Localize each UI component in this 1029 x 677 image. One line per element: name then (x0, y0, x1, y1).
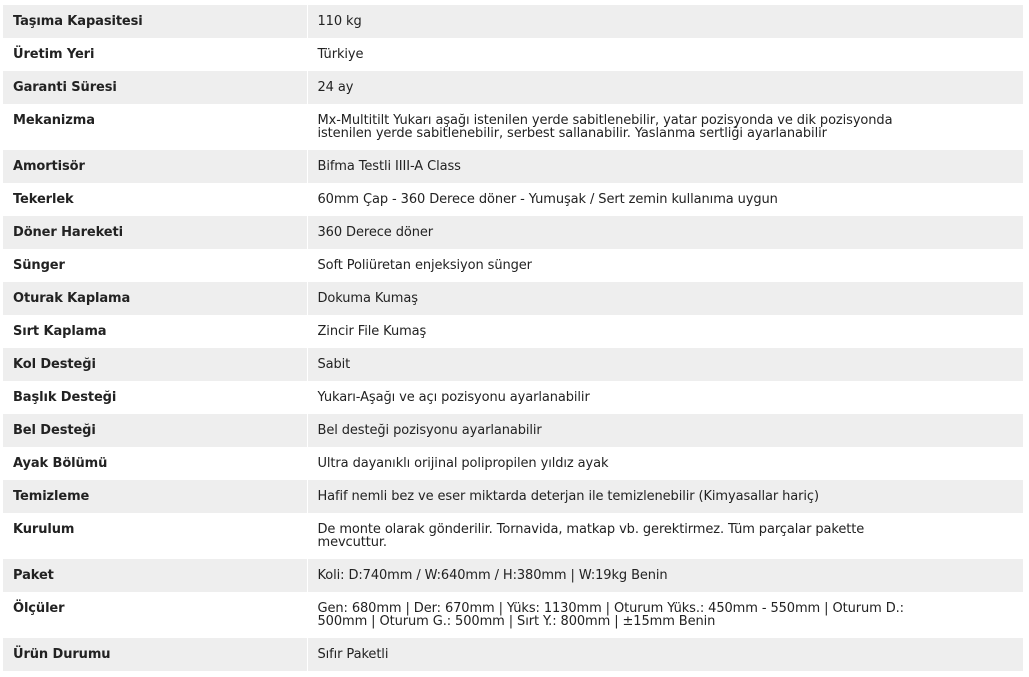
spec-row (3, 104, 1023, 150)
spec-row (3, 348, 1023, 381)
spec-value: Hafif nemli bez ve eser miktarda deterjan ile temizlenebilir (Kimyasallar hariç) (307, 480, 1023, 513)
spec-label: Garanti Süresi (3, 71, 307, 104)
spec-row (3, 559, 1023, 592)
spec-row (3, 480, 1023, 513)
spec-value: 60mm Çap - 360 Derece döner - Yumuşak / Sert zemin kullanıma uygun (307, 183, 1023, 216)
spec-row (3, 381, 1023, 414)
spec-value: 24 ay (307, 71, 1023, 104)
spec-label: Üretim Yeri (3, 38, 307, 71)
spec-row (3, 249, 1023, 282)
spec-row (3, 447, 1023, 480)
spec-label: Tekerlek (3, 183, 307, 216)
spec-label: Mekanizma (3, 104, 307, 150)
spec-value: Ultra dayanıklı orijinal polipropilen yıldız ayak (307, 447, 1023, 480)
spec-label: Ayak Bölümü (3, 447, 307, 480)
spec-label: Kol Desteği (3, 348, 307, 381)
spec-value: De monte olarak gönderilir. Tornavida, matkap vb. gerektirmez. Tüm parçalar pakette mevcuttur. (307, 513, 1023, 559)
spec-row (3, 592, 1023, 638)
spec-row (3, 414, 1023, 447)
spec-row (3, 5, 1023, 38)
spec-row (3, 183, 1023, 216)
spec-value: Bifma Testli IIII-A Class (307, 150, 1023, 183)
spec-value: 360 Derece döner (307, 216, 1023, 249)
spec-value: Türkiye (307, 38, 1023, 71)
spec-label: Oturak Kaplama (3, 282, 307, 315)
spec-label: Ürün Durumu (3, 638, 307, 671)
spec-value: 110 kg (307, 5, 1023, 38)
spec-value: Zincir File Kumaş (307, 315, 1023, 348)
spec-value: Soft Poliüretan enjeksiyon sünger (307, 249, 1023, 282)
spec-row (3, 315, 1023, 348)
spec-label: Başlık Desteği (3, 381, 307, 414)
spec-row (3, 216, 1023, 249)
spec-row (3, 513, 1023, 559)
spec-value: Bel desteği pozisyonu ayarlanabilir (307, 414, 1023, 447)
spec-row (3, 282, 1023, 315)
spec-value: Gen: 680mm | Der: 670mm | Yüks: 1130mm | Oturum Yüks.: 450mm - 550mm | Oturum D.: 500mm | Oturum G.: 500mm | Sırt Y.: 800mm | ±15mm Benin (307, 592, 1023, 638)
spec-label: Paket (3, 559, 307, 592)
spec-value: Koli: D:740mm / W:640mm / H:380mm | W:19kg Benin (307, 559, 1023, 592)
spec-label: Taşıma Kapasitesi (3, 5, 307, 38)
spec-label: Sırt Kaplama (3, 315, 307, 348)
spec-label: Bel Desteği (3, 414, 307, 447)
spec-label: Kurulum (3, 513, 307, 559)
spec-label: Temizleme (3, 480, 307, 513)
spec-row (3, 150, 1023, 183)
spec-value: Mx-Multitilt Yukarı aşağı istenilen yerde sabitlenebilir, yatar pozisyonda ve dik pozisyonda istenilen yerde sabitlenebilir, serbest sallanabilir. Yaslanma sertliği ayarlanabilir (307, 104, 1023, 150)
product-spec-table (3, 5, 1023, 671)
spec-label: Ölçüler (3, 592, 307, 638)
spec-row (3, 638, 1023, 671)
spec-value: Sıfır Paketli (307, 638, 1023, 671)
spec-label: Amortisör (3, 150, 307, 183)
spec-label: Sünger (3, 249, 307, 282)
spec-row (3, 38, 1023, 71)
spec-label: Döner Hareketi (3, 216, 307, 249)
spec-value: Dokuma Kumaş (307, 282, 1023, 315)
spec-value: Sabit (307, 348, 1023, 381)
spec-value: Yukarı-Aşağı ve açı pozisyonu ayarlanabilir (307, 381, 1023, 414)
spec-row (3, 71, 1023, 104)
